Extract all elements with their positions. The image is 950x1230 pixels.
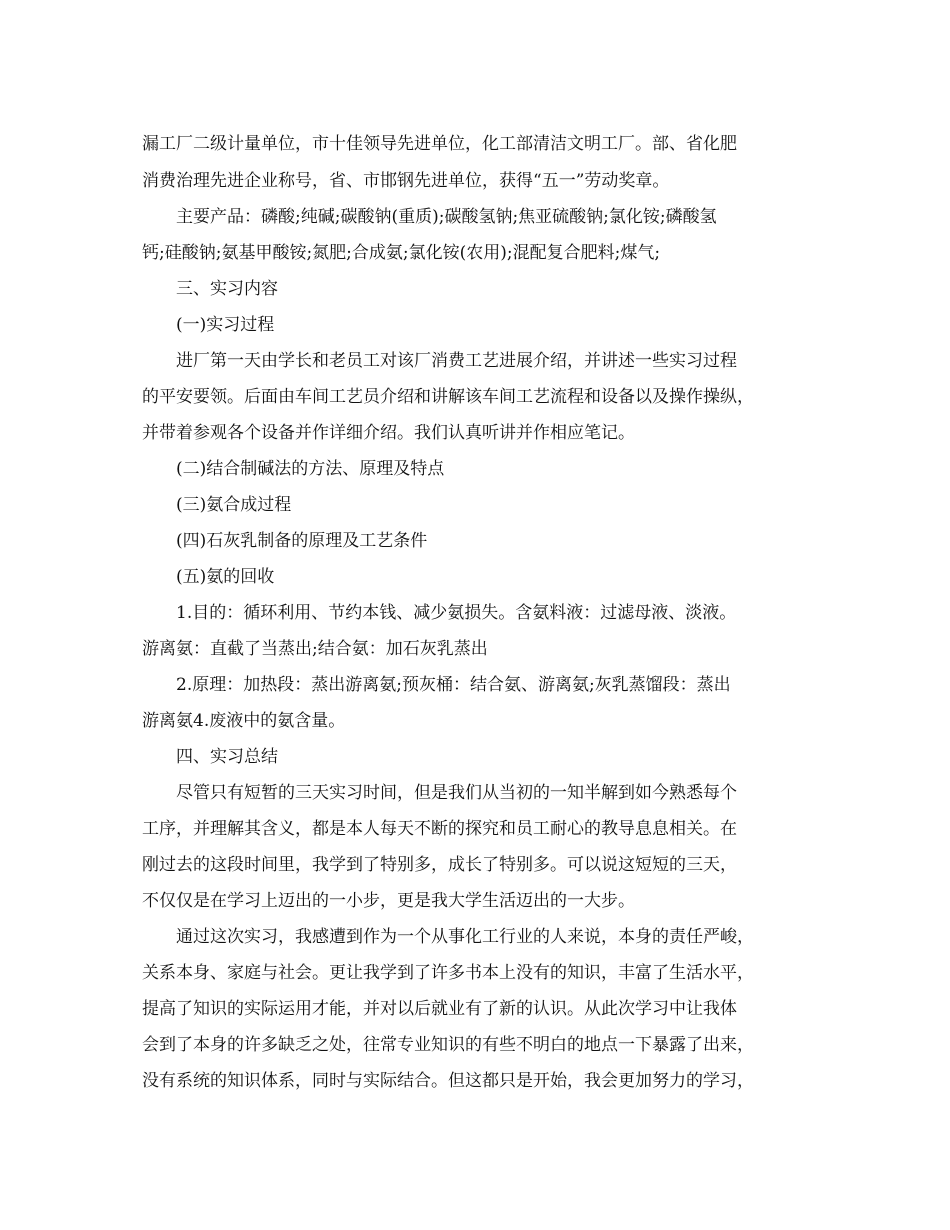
section-heading: 三、实习内容 bbox=[176, 279, 278, 299]
subsection-heading: (二)结合制碱法的方法、原理及特点 bbox=[176, 459, 445, 479]
text-line: 不仅仅是在学习上迈出的一小步，更是我大学生活迈出的一大步。 bbox=[142, 891, 635, 911]
text-line: 尽管只有短暂的三天实习时间，但是我们从当初的一知半解到如今熟悉每个 bbox=[176, 783, 737, 803]
text-line: 刚过去的这段时间里，我学到了特别多，成长了特别多。可以说这短短的三天， bbox=[142, 855, 737, 875]
text-line: 没有系统的知识体系，同时与实际结合。但这都只是开始，我会更加努力的学习， bbox=[142, 1071, 754, 1091]
text-line: 游离氨4.废液中的氨含量。 bbox=[142, 711, 346, 731]
text-line: 主要产品：磷酸;纯碱;碳酸钠(重质);碳酸氢钠;焦亚硫酸钠;氯化铵;磷酸氢 bbox=[176, 207, 717, 227]
text-line: 提高了知识的实际运用才能，并对以后就业有了新的认识。从此次学习中让我体 bbox=[142, 999, 737, 1019]
subsection-heading: (五)氨的回收 bbox=[176, 567, 275, 587]
subsection-heading: (一)实习过程 bbox=[176, 315, 275, 335]
text-line: 的平安要领。后面由车间工艺员介绍和讲解该车间工艺流程和设备以及操作操纵， bbox=[142, 387, 754, 407]
text-line: 关系本身、家庭与社会。更让我学到了许多书本上没有的知识，丰富了生活水平， bbox=[142, 963, 754, 983]
text-line: 并带着参观各个设备并作详细介绍。我们认真听讲并作相应笔记。 bbox=[142, 423, 635, 443]
subsection-heading: (四)石灰乳制备的原理及工艺条件 bbox=[176, 531, 428, 551]
text-line: 工序，并理解其含义，都是本人每天不断的探究和员工耐心的教导息息相关。在 bbox=[142, 819, 737, 839]
text-line: 进厂第一天由学长和老员工对该厂消费工艺进展介绍，并讲述一些实习过程 bbox=[176, 351, 737, 371]
text-line: 漏工厂二级计量单位，市十佳领导先进单位，化工部清洁文明工厂。部、省化肥 bbox=[142, 134, 737, 154]
section-heading: 四、实习总结 bbox=[176, 747, 278, 767]
text-line: 通过这次实习，我感遭到作为一个从事化工行业的人来说，本身的责任严峻， bbox=[176, 927, 754, 947]
text-line: 消费治理先进企业称号，省、市邯钢先进单位，获得“五一”劳动奖章。 bbox=[142, 171, 670, 191]
subsection-heading: (三)氨合成过程 bbox=[176, 495, 292, 515]
text-line: 1.目的：循环利用、节约本钱、减少氨损失。含氨料液：过滤母液、淡液。 bbox=[176, 603, 737, 623]
text-line: 游离氨：直截了当蒸出;结合氨：加石灰乳蒸出 bbox=[142, 639, 488, 659]
text-line: 钙;硅酸钠;氨基甲酸铵;氮肥;合成氨;氯化铵(农用);混配复合肥料;煤气; bbox=[142, 243, 661, 263]
text-line: 会到了本身的许多缺乏之处，往常专业知识的有些不明白的地点一下暴露了出来， bbox=[142, 1035, 754, 1055]
text-line: 2.原理：加热段：蒸出游离氨;预灰桶：结合氨、游离氨;灰乳蒸馏段：蒸出 bbox=[176, 675, 731, 695]
